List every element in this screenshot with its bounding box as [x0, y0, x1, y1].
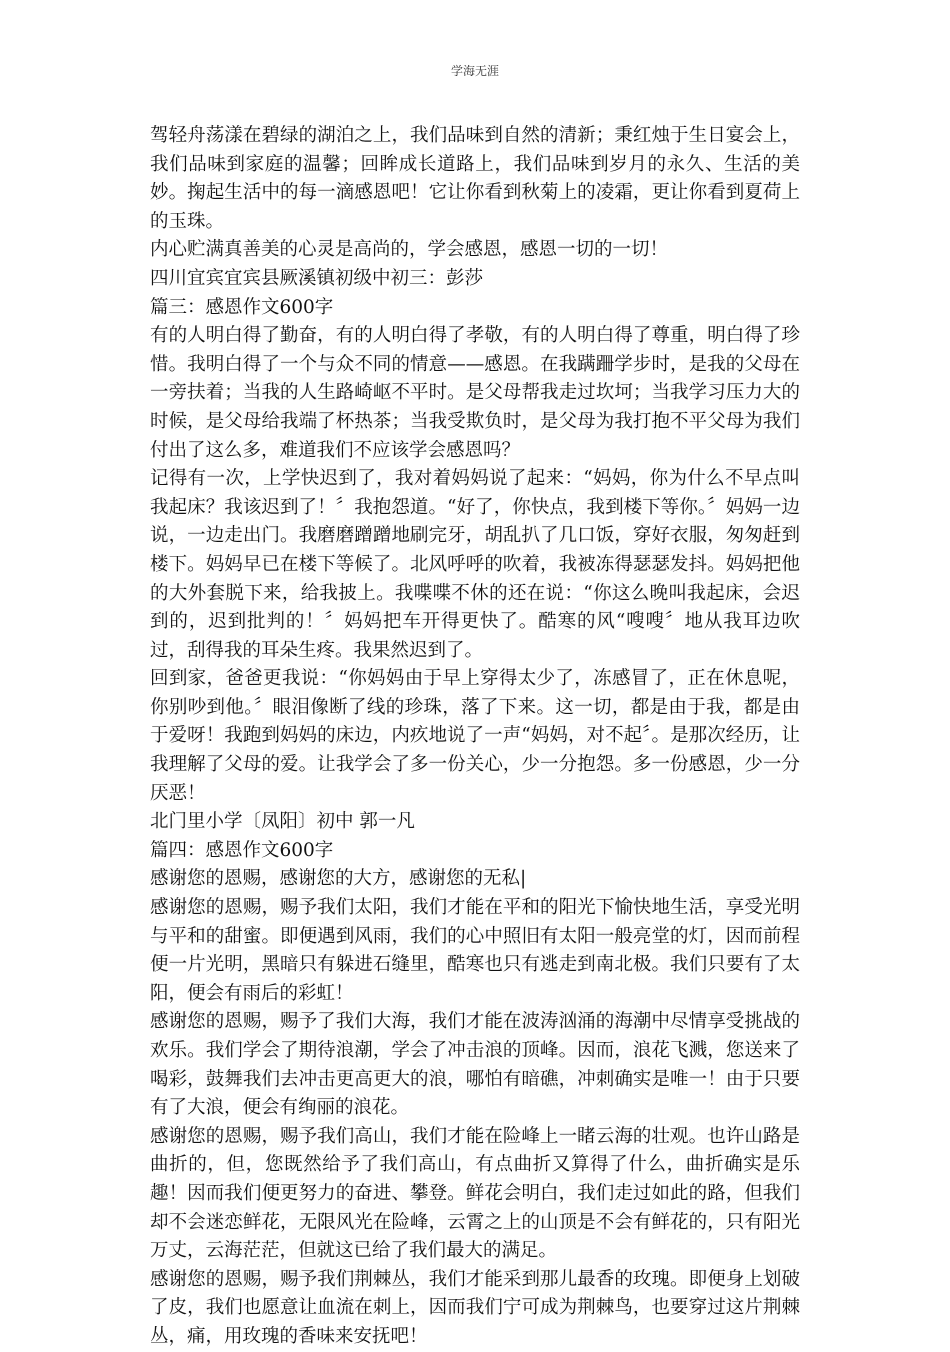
- paragraph: 感谢您的恩赐，赐予我们荆棘丛，我们才能采到那儿最香的玫瑰。即便身上划破了皮，我们也愿意让血流在刺上，因而我们宁可成为荆棘鸟，也要穿过这片荆棘丛，痛，用玫瑰的香味来安抚吧！: [150, 1268, 800, 1347]
- paragraph: 有的人明白得了勤奋，有的人明白得了孝敬，有的人明白得了尊重，明白得了珍惜。我明白得了一个与众不同的情意——感恩。在我蹒跚学步时，是我的父母在一旁扶着；当我的人生路崎岖不平时。是父母帮我走过坎坷；当我学习压力大的时候，是父母给我端了杯热茶；当我受欺负时，是父母为我打抱不平父母为我们付出了这么多，难道我们不应该学会感恩吗？: [150, 325, 800, 461]
- author-line: 四川宜宾宜宾县厥溪镇初级中初三：彭莎: [150, 267, 484, 289]
- paragraph: 感谢您的恩赐，赐予我们太阳，我们才能在平和的阳光下愉快地生活，享受光明与平和的甜蜜。即便遇到风雨，我们的心中照旧有太阳一般亮堂的灯，因而前程便一片光明，黑暗只有躲进石缝里，酷寒也只有逃走到南北极。我们只要有了太阳，便会有雨后的彩虹！: [150, 897, 800, 1004]
- paragraph: 驾轻舟荡漾在碧绿的湖泊之上，我们品味到自然的清新；秉红烛于生日宴会上，我们品味到家庭的温馨；回眸成长道路上，我们品味到岁月的永久、生活的美妙。掬起生活中的每一滴感恩吧！它让你看到秋菊上的凌霜，更让你看到夏荷上的玉珠。: [150, 125, 800, 232]
- paragraph: 感谢您的恩赐，感谢您的大方，感谢您的无私|: [150, 868, 527, 890]
- document-body: [150, 122, 800, 1352]
- paragraph: 回到家，爸爸更我说：“你妈妈由于早上穿得太少了，冻感冒了，正在休息呢，你别吵到他。〞眼泪像断了线的珍珠，落了下来。这一切，都是由于我，都是由于爱呀！我跑到妈妈的床边，内疚地说了一声“妈妈，对不起〞。是那次经历，让我理解了父母的爱。让我学会了多一份关心，少一分抱怨。多一份感恩，少一分厌恶！: [150, 668, 800, 804]
- author-line: 北门里小学〔凤阳〕初中 郭一凡: [150, 811, 415, 833]
- paragraph: 感谢您的恩赐，赐予我们高山，我们才能在险峰上一睹云海的壮观。也许山路是曲折的，但，您既然给予了我们高山，有点曲折又算得了什么，曲折确实是乐趣！因而我们便更努力的奋进、攀登。鲜花会明白，我们走过如此的路，但我们却不会迷恋鲜花，无限风光在险峰，云霄之上的山顶是不会有鲜花的，只有阳光万丈，云海茫茫，但就这已给了我们最大的满足。: [150, 1125, 800, 1262]
- paragraph: 感谢您的恩赐，赐予了我们大海，我们才能在波涛汹涌的海潮中尽情享受挑战的欢乐。我们学会了期待浪潮，学会了冲击浪的顶峰。因而，浪花飞溅，您送来了喝彩，鼓舞我们去冲击更高更大的浪，哪怕有暗礁，冲刺确实是唯一！由于只要有了大浪，便会有绚丽的浪花。: [150, 1011, 800, 1119]
- paragraph: 内心贮满真善美的心灵是高尚的，学会感恩，感恩一切的一切！: [150, 239, 669, 261]
- page-header: 学海无涯: [450, 64, 499, 78]
- paragraph: 记得有一次，上学快迟到了，我对着妈妈说了起来：“妈妈，你为什么不早点叫我起床？我该迟到了！〞我抱怨道。“好了，你快点，我到楼下等你。〞妈妈一边说，一边走出门。我磨磨蹭蹭地刷完牙，胡乱扒了几口饭，穿好衣服，匆匆赶到楼下。妈妈早已在楼下等候了。北风呼呼的吹着，我被冻得瑟瑟发抖。妈妈把他的大外套脱下来，给我披上。我喋喋不休的还在说：“你这么晚叫我起床，会迟到的，迟到批判的！〞妈妈把车开得更快了。酷寒的风“嗖嗖〞地从我耳边吹过，刮得我的耳朵生疼。我果然迟到了。: [150, 468, 800, 661]
- section-heading: 篇四：感恩作文600字: [150, 839, 334, 861]
- section-heading: 篇三：感恩作文600字: [150, 296, 334, 318]
